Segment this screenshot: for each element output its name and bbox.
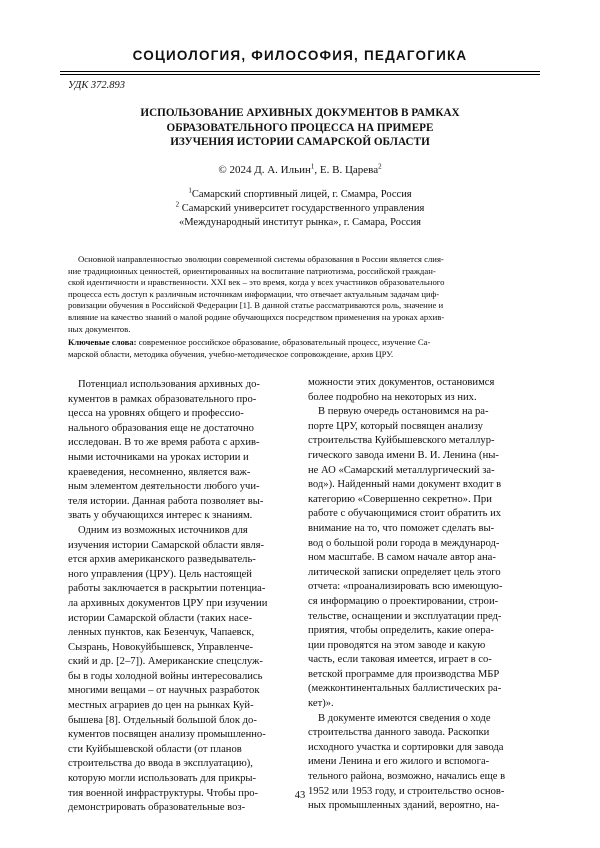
body-text-line: ном масштабе. В самом начале автор ана- bbox=[308, 552, 496, 564]
body-text-line: ется архив американского разведыватель- bbox=[68, 554, 256, 566]
body-text-line: нального образования еще не достаточно bbox=[68, 422, 254, 434]
body-text-line: ции проводятся на этом заводе и какую bbox=[308, 639, 486, 651]
body-text-line: В документе имеются сведения о ходе bbox=[318, 712, 491, 724]
body-text-line: (межконтинентальных баллистических ра- bbox=[308, 683, 502, 695]
body-text-line: ся информацию о проектировании, строи- bbox=[308, 595, 499, 607]
body-text-line: ным элементом деятельности любого учи- bbox=[68, 481, 260, 493]
body-text-line: более подробно на некоторых из них. bbox=[308, 391, 477, 403]
affiliations bbox=[0, 188, 600, 231]
body-text-line: исходного участка и сортировки для завода bbox=[308, 741, 504, 753]
body-text-line: внимание на то, что поможет сделать вы- bbox=[308, 522, 495, 534]
affiliation-1-sup: 1 bbox=[188, 186, 192, 195]
header-rule-thin bbox=[60, 74, 540, 75]
body-text-line: местных аграриев до цен на рынках Куй- bbox=[68, 700, 254, 712]
body-text-line: тельного района, возможно, начались еще в bbox=[308, 771, 506, 783]
body-text-line: исследован. В то же время работа с архив- bbox=[68, 437, 260, 449]
body-text-line: ленных пунктов, как Безенчук, Чапаевск, bbox=[68, 627, 255, 639]
right-column bbox=[308, 376, 540, 814]
body-text-line: изучения истории Самарской области явля- bbox=[68, 539, 265, 551]
body-text-line: работе с обучающимися стоит обратить их bbox=[308, 508, 502, 520]
body-text-line: краеведения, несомненно, является важ- bbox=[68, 466, 251, 478]
body-text-line: гического завода имени В. И. Ленина (ны- bbox=[308, 449, 499, 461]
body-text-line: тия военной инфраструктуры. Чтобы про- bbox=[68, 787, 259, 799]
authors-sep: , Е. В. Царева bbox=[314, 164, 379, 176]
body-text-line: сти Куйбышевской области (от планов bbox=[68, 743, 242, 755]
abstract-line: ровизации обучения в Российской Федерации [1]. В данной статье рассматриваются роль, значение и bbox=[68, 300, 444, 311]
abstract-line: ние традиционных ценностей, ориентированных на воспитание патриотизма, российской граждан- bbox=[68, 265, 436, 276]
affiliation-1 bbox=[0, 188, 600, 202]
header-rule-thick bbox=[60, 71, 540, 72]
body-text-line: которую могли использовать для прикры- bbox=[68, 773, 257, 785]
keywords-line: марской области, методика обучения, учебно-методическое сопровождение, архив ЦРУ. bbox=[68, 348, 394, 359]
body-text-line: вод о большой роли города в международ- bbox=[308, 537, 500, 549]
keywords bbox=[68, 337, 538, 360]
body-text-line: цесса на уровнях общего и профессио- bbox=[68, 408, 244, 420]
affiliation-2-text: Самарский университет государственного управления bbox=[179, 203, 425, 215]
body-text-line: строительства до ввода в эксплуатацию), bbox=[68, 758, 253, 770]
body-text-line: можности этих документов, остановимся bbox=[308, 377, 495, 388]
body-text-line: приятия, чтобы определить, какие опера- bbox=[308, 625, 494, 637]
body-text-line: имени Ленина и его жилого и вспомога- bbox=[308, 756, 490, 768]
keywords-line bbox=[68, 337, 538, 349]
page-number: 43 bbox=[294, 790, 306, 801]
abstract-line: влияние на качество знаний о малой родине обучающихся посредством применения на уроках архив- bbox=[68, 311, 445, 322]
body-text-line: ла архивных документов ЦРУ при изучении bbox=[68, 597, 268, 609]
body-text-line: ными источниками на уроках истории и bbox=[68, 451, 249, 463]
body-text-line: теля истории. Данная работа позволяет вы- bbox=[68, 495, 264, 507]
authors bbox=[0, 164, 600, 176]
abstract-line: процесса есть доступ к различным источникам информации, что отвечает актуальным задачам циф- bbox=[68, 288, 440, 299]
body-text-line: многими вещами – от научных разработок bbox=[68, 685, 260, 697]
body-text-line: кументов в рамках образовательного про- bbox=[68, 393, 257, 405]
body-text-line: ных промышленных зданий, вероятно, на- bbox=[308, 800, 500, 812]
body-text-line: порте ЦРУ, который посвящен анализу bbox=[308, 420, 483, 432]
body-text-line: ветской программе для производства МБР bbox=[308, 668, 500, 680]
body-text-line: В первую очередь остановимся на ра- bbox=[318, 406, 489, 418]
body-text-line: кументов посвящен анализу промышленно- bbox=[68, 729, 266, 741]
body-text-line: истории Самарской области (таких насе- bbox=[68, 612, 253, 624]
body-text-line: литической записки определяет цель этого bbox=[308, 566, 501, 578]
body-text-line: Одним из возможных источников для bbox=[78, 524, 248, 536]
body-text-line: вод»). Найденный нами документ входит в bbox=[308, 479, 502, 491]
body-text-line: тельстве, оснащении и эксплуатации пред- bbox=[308, 610, 502, 622]
body-text-line: не АО «Самарский металлургический за- bbox=[308, 464, 495, 476]
affiliation-2-sup: 2 bbox=[175, 200, 180, 209]
keywords-text: современное российское образование, образовательный процесс, изучение Са- bbox=[136, 337, 431, 347]
section-header: СОЦИОЛОГИЯ, ФИЛОСОФИЯ, ПЕДАГОГИКА bbox=[132, 48, 468, 63]
body-text-line: бышева [8]. Отдельный большой блок до- bbox=[68, 714, 257, 726]
affiliation-2 bbox=[0, 202, 600, 216]
body-text-line: кет)». bbox=[308, 698, 334, 710]
title-line: ОБРАЗОВАТЕЛЬНОГО ПРОЦЕССА НА ПРИМЕРЕ bbox=[166, 121, 434, 134]
body-text-line: работы заключается в раскрытии потенциа- bbox=[68, 583, 266, 595]
body-text-line: отчета: «проанализировать всю имеющую- bbox=[308, 581, 503, 593]
abstract-line: ных документов. bbox=[68, 323, 131, 334]
title-line: ИЗУЧЕНИЯ ИСТОРИИ САМАРСКОЙ ОБЛАСТИ bbox=[170, 136, 430, 148]
author-1-sup: 1 bbox=[310, 162, 315, 171]
body-text-line: звать у обучающихся интерес к знаниям. bbox=[68, 510, 253, 522]
body-text-line: Потенциал использования архивных до- bbox=[78, 379, 260, 390]
body-text-line: категорию «Совершенно секретно». При bbox=[308, 493, 492, 505]
abstract-line: Основной направленностью эволюции современной системы образования в России является слия- bbox=[78, 254, 444, 264]
keywords-label: Ключевые слова: bbox=[68, 337, 137, 347]
left-column bbox=[68, 378, 294, 816]
body-text-line: Сызрань, Новокуйбышевск, Управленче- bbox=[68, 641, 254, 653]
body-text-line: 1952 или 1953 году, и строительство основ- bbox=[308, 785, 505, 797]
article-title bbox=[120, 106, 480, 150]
title-line: ИСПОЛЬЗОВАНИЕ АРХИВНЫХ ДОКУМЕНТОВ В РАМКАХ bbox=[140, 107, 460, 119]
body-text-line: бы в годы холодной войны интересовались bbox=[68, 670, 263, 682]
body-text-line: строительства Куйбышевского металлур- bbox=[308, 435, 495, 447]
abstract bbox=[68, 254, 538, 335]
body-text-line: строительства данного завода. Раскопки bbox=[308, 727, 490, 739]
abstract-line: ской идентичности и нравственности. XXI век – это время, когда у всех участников образовательного bbox=[68, 277, 445, 288]
body-text-line: часть, если таковая имеется, играет в со- bbox=[308, 654, 492, 666]
affiliation-2-cont: «Международный институт рынка», г. Самара, Россия bbox=[178, 217, 422, 229]
udk-code: УДК 372.893 bbox=[68, 80, 126, 91]
body-text-line: ного управления (ЦРУ). Цель настоящей bbox=[68, 568, 252, 580]
body-text-line: ский и др. [2–7]). Американские спецслуж- bbox=[68, 656, 263, 668]
body-text-line: демонстрировать образовательные воз- bbox=[68, 802, 246, 814]
affiliation-1-text: Самарский спортивный лицей, г. Смамра, Россия bbox=[191, 189, 412, 200]
authors-prefix: © 2024 Д. А. Ильин bbox=[218, 164, 311, 176]
author-2-sup: 2 bbox=[378, 162, 382, 171]
